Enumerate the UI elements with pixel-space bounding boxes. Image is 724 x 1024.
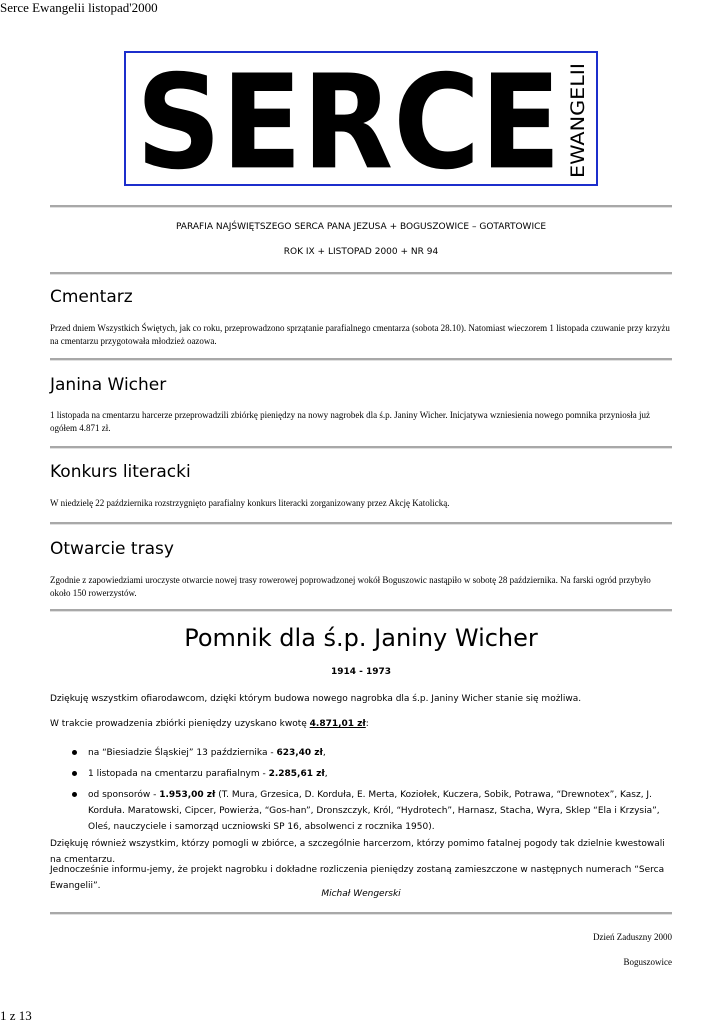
item-text: (T. Mura, Grzesica, D. Korduła, E. Merta, Koziołek, Kuczera, Sobik, Potrawa, “Drewnotex”, Kasz, J. Korduła. Maratowski, Cipcer, Powierża, “Gos-han”, Dronszczyk, Król, “Hydrotech”, Harnasz, Stacha, Wyra, Sklep “Ela i Krzysia”, Oleś, nauczyciele i samorząd uczniowski SP 16, absolwenci z rocznika 1950). [88,790,660,832]
item-amount: 623,40 zł [276,748,323,758]
logo-graphic [126,53,596,184]
collected-line [50,716,672,732]
memorial-thanks: Dziękuję wszystkim ofiarodawcom, dzięki którym budowa nowego nagrobka dla ś.p. Janiny Wicher stanie się możliwa. [50,694,582,704]
memorial-thanks-helpers: Dziękuję również wszystkim, którzy pomogli w zbiórce, a szczególnie harcerzom, którzy pomimo fatalnej pogody tak dzielnie kwestowali na cmentarzu. [50,839,665,865]
section-title-janina-wicher: Janina Wicher [50,375,167,395]
memorial-info: Jednocześnie informu-jemy, że projekt nagrobku i dokładne rozliczenia pieniędzy zostaną zamieszczone w następnych numerach “Serca Ewangelii”. [50,865,665,891]
section-title-otwarcie-trasy: Otwarcie trasy [50,539,174,559]
serce-ewangelii-logo [124,51,598,186]
logo-word: SERCE [136,53,561,184]
section-body-otwarcie-trasy: Zgodnie z zapowiedziami uroczyste otwarcie nowej trasy rowerowej poprowadzonej wokół Boguszowic nastąpiło w sobotę 28 października. Na farski ogród przybyło około 150 rowerzystów. [50,575,651,598]
divider [50,912,672,915]
item-amount: 2.285,61 zł [268,769,325,779]
logo-vertical-word: EWANGELII [567,72,589,178]
item-text: , [324,769,328,779]
divider [50,446,672,449]
bullet-icon [72,750,77,755]
bullet-icon [72,771,77,776]
section-body-konkurs: W niedzielę 22 października rozstrzygnięto parafialny konkurs literacki zorganizowany przez Akcję Katolicką. [50,498,450,508]
divider [50,522,672,525]
divider [50,358,672,361]
footer-place: Boguszowice [623,957,672,967]
page-counter: 1 z 13 [0,1008,32,1023]
issue-info: ROK IX + LISTOPAD 2000 + NR 94 [283,247,439,257]
bullet-icon [72,792,77,797]
collected-prefix: W trakcie prowadzenia zbiórki pieniędzy uzyskano kwotę [50,719,310,729]
section-title-konkurs: Konkurs literacki [50,462,191,482]
browser-header-title: Serce Ewangelii listopad'2000 [0,0,158,15]
section-title-cmentarz: Cmentarz [50,287,133,307]
section-body-janina-wicher: 1 listopada na cmentarzu harcerze przeprowadzili zbiórkę pieniędzy na nowy nagrobek dla ś.p. Janiny Wicher. Inicjatywa wzniesienia nowego pomnika przyniosła już ogółem 4.871 zł. [50,410,651,433]
list-item [72,787,672,835]
item-text: , [322,748,326,758]
memorial-dates: 1914 - 1973 [330,667,392,677]
section-body-cmentarz: Przed dniem Wszystkich Świętych, jak co roku, przeprowadzono sprzątanie parafialnego cmentarza (sobota 28.10). Natomiast wieczorem 1 listopada czuwanie przy krzyżu na cmentarzu przygotowała młodzież oazowa. [50,323,670,346]
donation-list [72,745,672,835]
parish-name: PARAFIA NAJŚWIĘTSZEGO SERCA PANA JEZUSA + BOGUSZOWICE – GOTARTOWICE [175,222,547,232]
memorial-title: Pomnik dla ś.p. Janiny Wicher [184,624,538,652]
item-text: na “Biesiadzie Śląskiej” 13 października - [88,748,277,758]
collected-suffix: : [365,719,369,729]
list-item [72,745,672,761]
divider [50,609,672,612]
list-item [72,766,672,782]
item-text: 1 listopada na cmentarzu parafialnym - [88,769,269,779]
item-amount: 1.953,00 zł [159,790,216,800]
divider [50,205,672,208]
signature: Michał Wengerski [321,889,401,899]
footer-date: Dzień Zaduszny 2000 [593,932,672,942]
divider [50,272,672,275]
collected-amount: 4.871,01 zł [309,719,366,729]
item-text: od sponsorów - [88,790,160,800]
